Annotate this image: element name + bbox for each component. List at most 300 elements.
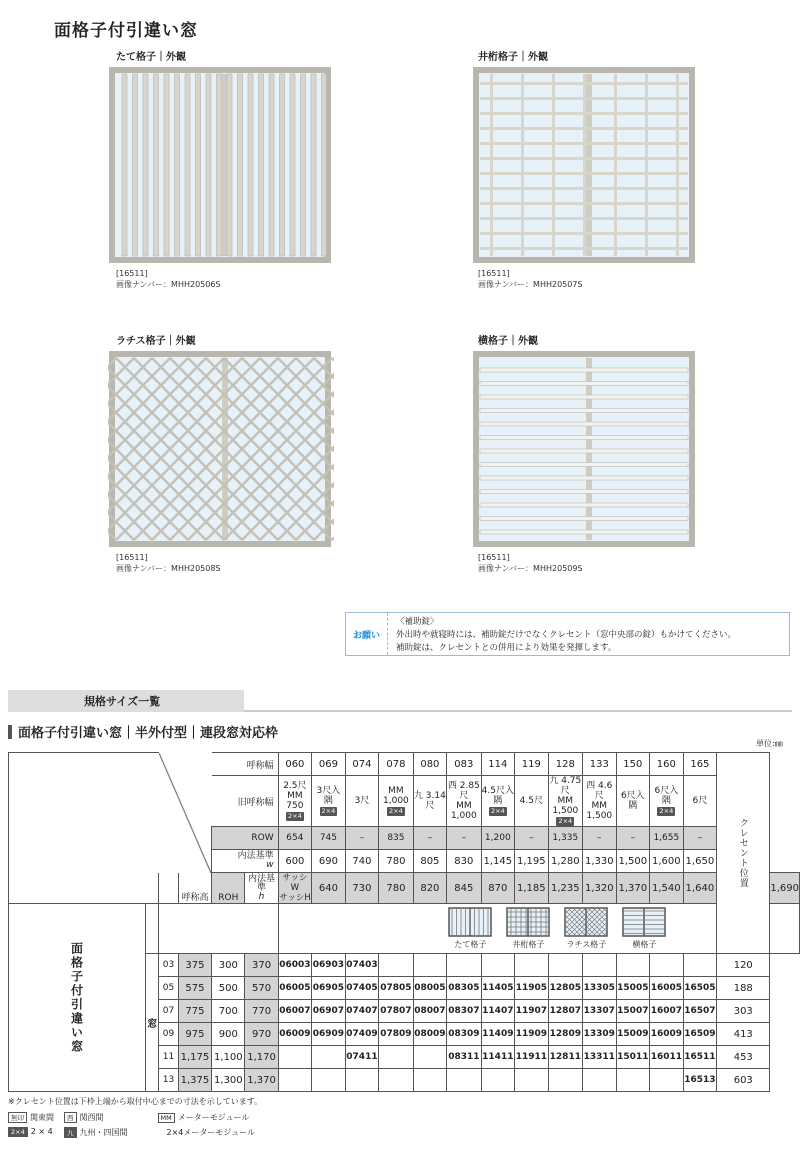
grille-bar — [490, 74, 493, 256]
old-width — [515, 776, 549, 827]
notice-line: 補助錠は、クレセントとの併用により効果を発揮します。 — [396, 643, 617, 653]
blank — [146, 904, 159, 954]
old-width-c: 2×4 — [288, 812, 302, 820]
product-code: 07809 — [379, 1023, 413, 1046]
width-code: 083 — [447, 753, 481, 776]
product-code: 16011 — [650, 1046, 684, 1069]
grille-bar — [154, 74, 159, 256]
product-code — [278, 1069, 312, 1092]
sash-w-value: 1,320 — [583, 873, 617, 904]
product-code — [447, 954, 481, 977]
width-code: 060 — [278, 753, 312, 776]
corner-cell — [9, 753, 159, 904]
grille-bar — [248, 74, 253, 256]
grille-thumb-icon — [622, 907, 666, 937]
grille-bar — [238, 74, 243, 256]
sash-w-value: 1,690 — [770, 873, 800, 904]
horizontal-grille-window-image — [472, 348, 698, 548]
label-crescent: クレセント位置 — [717, 753, 770, 954]
sash-w-value: 845 — [447, 873, 481, 904]
grille-thumb — [506, 907, 550, 950]
grille-thumb-icon — [448, 907, 492, 937]
crescent-value: 303 — [717, 1000, 770, 1023]
label-roh: ROH — [212, 873, 245, 904]
grille-bar — [227, 74, 232, 256]
sash-w-value: 1,370 — [616, 873, 650, 904]
legend-tag: 2×4 — [8, 1127, 28, 1137]
roh-value: 375 — [178, 954, 212, 977]
label-sash — [278, 873, 312, 904]
type-kind: 窓 — [146, 954, 159, 1092]
image-code: [16511] — [478, 269, 510, 278]
width-code: 165 — [683, 753, 717, 776]
height-code: 09 — [159, 1023, 178, 1046]
product-code: 06903 — [312, 954, 346, 977]
product-code — [413, 954, 447, 977]
grille-bar — [185, 74, 190, 256]
notice-line: 外出時や就寝時には、補助錠だけでなくクレセント（窓中央部の錠）もかけてください。 — [396, 630, 737, 640]
row-value: 1,335 — [548, 827, 582, 850]
sash-h-value: 570 — [245, 977, 278, 1000]
product-code — [312, 1046, 346, 1069]
inner-h-value: 1,100 — [212, 1046, 245, 1069]
image-number: 画像ナンバー：MHH20509S — [478, 564, 583, 573]
product-code: 08009 — [413, 1023, 447, 1046]
crescent-value: 453 — [717, 1046, 770, 1069]
product-code — [447, 1069, 481, 1092]
product-code: 16507 — [683, 1000, 717, 1023]
inner-w-value: 830 — [447, 850, 481, 873]
blank — [159, 904, 278, 954]
product-code — [683, 954, 717, 977]
lattice-grille-window-image — [108, 348, 334, 548]
product-code: 07409 — [345, 1023, 379, 1046]
inner-h-value: 700 — [212, 1000, 245, 1023]
blank — [770, 904, 800, 954]
product-code: 16509 — [683, 1023, 717, 1046]
old-width-c: 2×4 — [321, 807, 336, 815]
product-code: 16005 — [650, 977, 684, 1000]
row-value: 1,200 — [481, 827, 515, 850]
old-width — [481, 776, 515, 827]
old-width-a: 6尺入隅 — [620, 791, 645, 811]
grille-bar — [280, 74, 285, 256]
grille-thumb-label: ラチス格子 — [566, 940, 607, 949]
page-title: 面格子付引違い窓 — [54, 21, 198, 41]
grille-bar — [480, 409, 688, 413]
product-code: 08309 — [447, 1023, 481, 1046]
width-code: 114 — [481, 753, 515, 776]
inner-w-value: 600 — [278, 850, 312, 873]
image-code: [16511] — [116, 269, 148, 278]
grille-thumb-label: たて格子 — [454, 940, 487, 949]
sash-w-value: 640 — [312, 873, 346, 904]
width-code: 080 — [413, 753, 447, 776]
label-sash-w: サッシW — [282, 873, 308, 893]
grille-thumb — [564, 907, 608, 950]
product-code — [312, 1069, 346, 1092]
old-width — [413, 776, 447, 827]
old-width — [683, 776, 717, 827]
row-value: – — [345, 827, 379, 850]
height-code: 13 — [159, 1069, 178, 1092]
width-code: 133 — [583, 753, 617, 776]
product-code: 16007 — [650, 1000, 684, 1023]
grille-bar — [322, 74, 327, 256]
product-code — [583, 1069, 617, 1092]
legend-text: 関西間 — [79, 1113, 104, 1122]
grille-bar — [311, 74, 316, 256]
old-width-b: MM 1,500 — [586, 801, 613, 821]
grille-thumb — [448, 907, 492, 950]
label-old-width: 旧呼称幅 — [212, 776, 278, 827]
product-code — [278, 1046, 312, 1069]
roh-value: 1,375 — [178, 1069, 212, 1092]
height-code: 03 — [159, 954, 178, 977]
product-code — [548, 1069, 582, 1092]
old-width-a: 3尺入隅 — [316, 786, 341, 806]
product-code: 13309 — [583, 1023, 617, 1046]
image-number: 画像ナンバー：MHH20508S — [116, 564, 221, 573]
sash-w-value: 1,540 — [650, 873, 684, 904]
grille-bar — [480, 476, 688, 480]
grille-bar — [480, 490, 688, 494]
grille-bar — [480, 449, 688, 453]
row-value: – — [683, 827, 717, 850]
inner-w-value: 780 — [379, 850, 413, 873]
unit-label: 単位:㎜ — [756, 739, 783, 748]
grille-bar — [480, 517, 688, 521]
product-code: 06909 — [312, 1023, 346, 1046]
product-code — [379, 954, 413, 977]
grille-bar — [217, 74, 222, 256]
image-number: 画像ナンバー：MHH20507S — [478, 280, 583, 289]
label-row: ROW — [212, 827, 278, 850]
row-value: – — [515, 827, 549, 850]
legend-text: メーターモジュール — [177, 1113, 250, 1122]
old-width-b: MM 1,000 — [383, 786, 409, 806]
notice-label: お願い — [346, 613, 388, 655]
product-code: 11411 — [481, 1046, 515, 1069]
old-width-b: MM 1,000 — [450, 801, 477, 821]
product-code — [413, 1046, 447, 1069]
product-code: 07403 — [345, 954, 379, 977]
inner-w-value: 690 — [312, 850, 346, 873]
caption-lattice: ラチス格子｜外観 — [116, 336, 196, 347]
product-code: 08307 — [447, 1000, 481, 1023]
subtitle — [8, 722, 278, 741]
product-code: 13311 — [583, 1046, 617, 1069]
grille-thumb-icon — [564, 907, 608, 937]
product-code — [345, 1069, 379, 1092]
old-width-a: 3尺 — [354, 796, 370, 806]
product-code — [515, 954, 549, 977]
sash-w-value: 1,185 — [515, 873, 549, 904]
old-width-c: 2×4 — [389, 807, 403, 815]
product-code — [650, 1069, 684, 1092]
grille-illustrations — [278, 904, 717, 954]
grille-bar — [480, 368, 688, 372]
legend-tag: 無印 — [8, 1112, 27, 1123]
corner-cell — [159, 753, 212, 873]
product-code: 16511 — [683, 1046, 717, 1069]
label-height: 呼称高 — [178, 873, 212, 904]
sash-w-value: 870 — [481, 873, 515, 904]
crescent-value: 603 — [717, 1069, 770, 1092]
product-code: 13307 — [583, 1000, 617, 1023]
inner-w-value: 1,600 — [650, 850, 684, 873]
grille-bar — [164, 74, 169, 256]
inner-h-value: 300 — [212, 954, 245, 977]
product-code: 06009 — [278, 1023, 312, 1046]
roh-value: 575 — [178, 977, 212, 1000]
label-inner-h-text: 内法基準 — [248, 873, 276, 893]
roh-value: 775 — [178, 1000, 212, 1023]
product-code: 08311 — [447, 1046, 481, 1069]
product-code: 16505 — [683, 977, 717, 1000]
sash-h-value: 770 — [245, 1000, 278, 1023]
grille-bar — [196, 74, 201, 256]
grille-bar — [206, 74, 211, 256]
old-width-c: 2×4 — [558, 817, 573, 825]
product-code: 11407 — [481, 1000, 515, 1023]
product-code — [616, 954, 650, 977]
row-value: – — [616, 827, 650, 850]
inner-w-value: 1,195 — [515, 850, 549, 873]
grille-thumb-label: 横格子 — [632, 940, 657, 949]
product-code: 08007 — [413, 1000, 447, 1023]
old-width-a: 西 2.85尺 — [447, 781, 480, 801]
product-code: 15011 — [616, 1046, 650, 1069]
product-code — [515, 1069, 549, 1092]
grille-bar — [676, 74, 679, 256]
caption-horizontal: 横格子｜外観 — [478, 336, 538, 347]
row-value: 1,655 — [650, 827, 684, 850]
old-width-a: 九 4.75尺 — [549, 776, 582, 796]
product-code: 11907 — [515, 1000, 549, 1023]
width-code: 160 — [650, 753, 684, 776]
row-value: – — [413, 827, 447, 850]
inner-w-value: 1,650 — [683, 850, 717, 873]
notice-box — [345, 612, 790, 656]
old-width-a: 4.5尺入隅 — [481, 786, 514, 806]
legend-tag: 西 — [64, 1112, 77, 1123]
product-code: 15009 — [616, 1023, 650, 1046]
sash-w-value: 1,235 — [548, 873, 582, 904]
legend-text: 関東間 — [30, 1113, 54, 1122]
grille-bar — [480, 382, 688, 386]
width-code: 069 — [312, 753, 346, 776]
old-width — [616, 776, 650, 827]
label-w: w — [266, 860, 274, 870]
product-code: 11409 — [481, 1023, 515, 1046]
height-code: 07 — [159, 1000, 178, 1023]
old-width — [650, 776, 684, 827]
grille-bar — [521, 74, 524, 256]
notice-heading: 〈補助錠〉 — [396, 617, 439, 627]
product-code: 06907 — [312, 1000, 346, 1023]
product-code — [548, 954, 582, 977]
label-inner-w-text: 内法基準 — [237, 851, 274, 861]
grille-bar — [133, 74, 138, 256]
inner-w-value: 805 — [413, 850, 447, 873]
sash-h-value: 1,370 — [245, 1069, 278, 1092]
inner-w-value: 1,330 — [583, 850, 617, 873]
old-width-c: 2×4 — [659, 807, 674, 815]
legend-text: 2 × 4 — [30, 1127, 53, 1136]
product-code: 13305 — [583, 977, 617, 1000]
product-code: 06905 — [312, 977, 346, 1000]
product-code: 08005 — [413, 977, 447, 1000]
crescent-value: 413 — [717, 1023, 770, 1046]
product-code: 06003 — [278, 954, 312, 977]
grille-bar — [143, 74, 148, 256]
product-code: 07805 — [379, 977, 413, 1000]
sash-w-value: 780 — [379, 873, 413, 904]
label-inner-w — [212, 850, 278, 873]
image-code: [16511] — [478, 553, 510, 562]
label-inner-h — [245, 873, 278, 904]
product-code: 15007 — [616, 1000, 650, 1023]
grille-bar — [290, 74, 295, 256]
inner-w-value: 1,500 — [616, 850, 650, 873]
inner-h-value: 1,300 — [212, 1069, 245, 1092]
inner-h-value: 500 — [212, 977, 245, 1000]
product-code: 11405 — [481, 977, 515, 1000]
sash-h-value: 370 — [245, 954, 278, 977]
inner-h-value: 900 — [212, 1023, 245, 1046]
legend-tag: MM — [158, 1113, 175, 1123]
label-blank — [159, 873, 178, 904]
label-h: h — [258, 891, 265, 902]
old-width-a: 九 3.14尺 — [413, 791, 446, 811]
old-width — [278, 776, 312, 827]
sash-h-value: 1,170 — [245, 1046, 278, 1069]
product-code: 07411 — [345, 1046, 379, 1069]
sash-h-value: 970 — [245, 1023, 278, 1046]
old-width — [583, 776, 617, 827]
grille-bar — [480, 463, 688, 467]
product-code: 06005 — [278, 977, 312, 1000]
product-code: 12805 — [548, 977, 582, 1000]
grille-bar — [175, 74, 180, 256]
old-width — [312, 776, 346, 827]
product-code: 08305 — [447, 977, 481, 1000]
product-code: 16009 — [650, 1023, 684, 1046]
product-code: 07807 — [379, 1000, 413, 1023]
row-value: – — [447, 827, 481, 850]
divider — [244, 710, 792, 712]
row-value: 654 — [278, 827, 312, 850]
caption-vertical: たて格子｜外観 — [116, 52, 186, 63]
label-width: 呼称幅 — [212, 753, 278, 776]
height-code: 05 — [159, 977, 178, 1000]
table-row — [9, 753, 800, 776]
product-code: 07407 — [345, 1000, 379, 1023]
grille-bar — [259, 74, 264, 256]
product-code — [379, 1046, 413, 1069]
grille-bar — [614, 74, 617, 256]
product-code: 07405 — [345, 977, 379, 1000]
label-sash-h: サッシH — [279, 893, 311, 903]
grille-thumb-icon — [506, 907, 550, 937]
product-code: 12811 — [548, 1046, 582, 1069]
width-code: 078 — [379, 753, 413, 776]
width-code: 074 — [345, 753, 379, 776]
product-code — [379, 1069, 413, 1092]
legend-text: 2×4メーターモジュール — [166, 1128, 256, 1137]
subtitle-text: 面格子付引違い窓｜半外付型｜連段窓対応枠 — [18, 726, 279, 741]
old-width — [379, 776, 413, 827]
grille-thumb-label: 井桁格子 — [512, 940, 545, 949]
vertical-grille-window-image — [108, 64, 334, 264]
product-code — [413, 1069, 447, 1092]
old-width-b: MM 750 — [286, 791, 304, 811]
grille-bar — [301, 74, 306, 256]
grille-bar — [480, 422, 688, 426]
legend — [8, 1112, 255, 1138]
grille-bar — [480, 395, 688, 399]
grille-bar — [122, 74, 127, 256]
legend-text: 九州・四国間 — [79, 1128, 128, 1137]
product-code — [481, 954, 515, 977]
crescent-value: 188 — [717, 977, 770, 1000]
row-value: – — [583, 827, 617, 850]
subtitle-marker — [8, 725, 12, 739]
product-code: 12809 — [548, 1023, 582, 1046]
inner-w-value: 1,280 — [548, 850, 582, 873]
inner-w-value: 1,145 — [481, 850, 515, 873]
product-code: 12807 — [548, 1000, 582, 1023]
product-code — [583, 954, 617, 977]
roh-value: 975 — [178, 1023, 212, 1046]
grille-thumb — [622, 907, 666, 950]
product-code: 06007 — [278, 1000, 312, 1023]
row-value: 745 — [312, 827, 346, 850]
old-width-c: 2×4 — [490, 807, 505, 815]
old-width — [548, 776, 582, 827]
type-name-cell: 面格子付引違い窓 — [9, 904, 146, 1092]
old-width — [345, 776, 379, 827]
old-width-a: 4.5尺 — [519, 796, 543, 806]
grille-bar — [645, 74, 648, 256]
grille-bar — [480, 503, 688, 507]
old-width-a: 2.5尺 — [283, 781, 307, 791]
old-width-b: MM 1,500 — [552, 796, 579, 816]
sash-w-value: 730 — [345, 873, 379, 904]
row-value: 835 — [379, 827, 413, 850]
width-code: 150 — [616, 753, 650, 776]
spec-table — [8, 752, 800, 1092]
old-width-a: 6尺入隅 — [654, 786, 679, 806]
crescent-value: 120 — [717, 954, 770, 977]
grille-bar — [552, 74, 555, 256]
image-number: 画像ナンバー：MHH20506S — [116, 280, 221, 289]
old-width-a: 6尺 — [692, 796, 708, 806]
footnote: ※クレセント位置は下枠上端から取付中心までの寸法を示しています。 — [8, 1097, 263, 1106]
legend-tag: 九 — [64, 1127, 77, 1138]
product-code — [650, 954, 684, 977]
product-code — [481, 1069, 515, 1092]
product-code: 15005 — [616, 977, 650, 1000]
image-code: [16511] — [116, 553, 148, 562]
inner-w-value: 740 — [345, 850, 379, 873]
height-code: 11 — [159, 1046, 178, 1069]
caption-igeta: 井桁格子｜外観 — [478, 52, 548, 63]
product-code: 11909 — [515, 1023, 549, 1046]
grille-bar — [269, 74, 274, 256]
grille-bar — [480, 436, 688, 440]
